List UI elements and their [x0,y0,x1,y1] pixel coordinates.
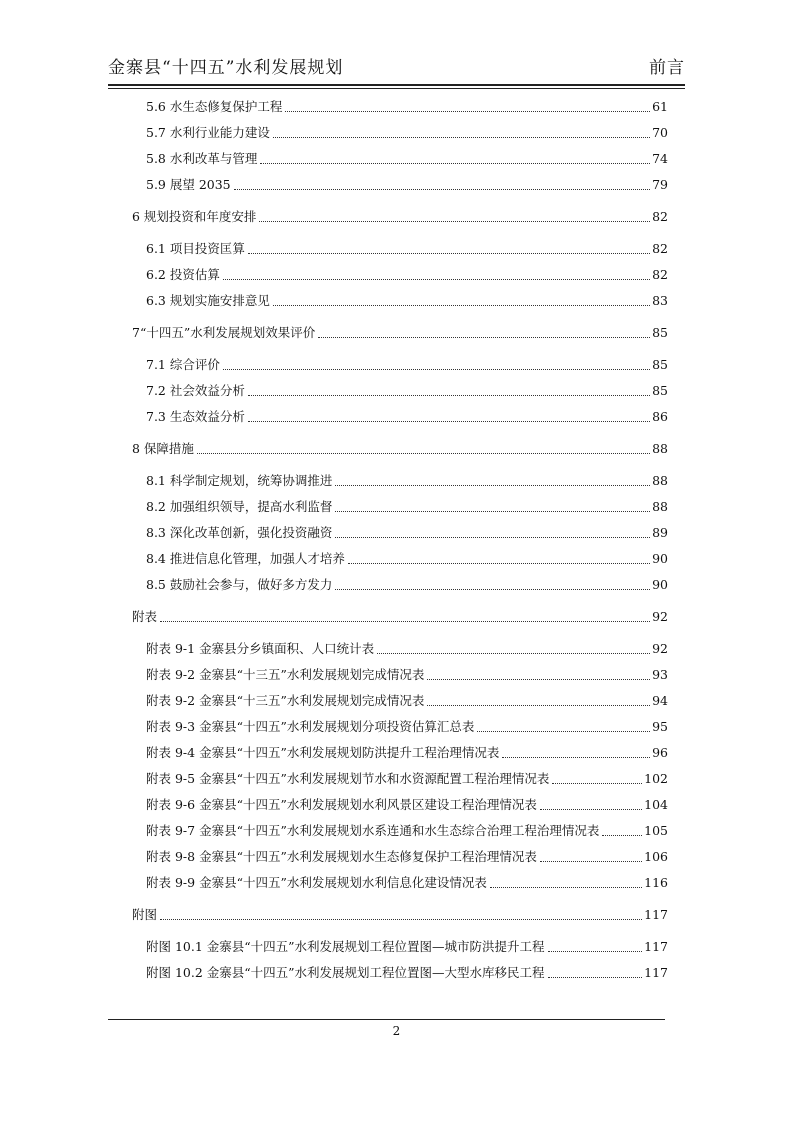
toc-leader-dots [273,136,650,138]
toc-entry[interactable] [132,823,668,839]
toc-entry-title: 附表 9-9 金寨县“十四五”水利发展规划水利信息化建设情况表 [146,875,487,890]
toc-entry-page: 93 [652,667,668,682]
toc-leader-dots [548,976,643,978]
toc-entry[interactable] [132,177,668,193]
toc-entry[interactable] [132,849,668,865]
toc-leader-dots [348,562,650,564]
toc-leader-dots [477,730,650,732]
toc-entry[interactable] [132,771,668,787]
toc-leader-dots [335,510,650,512]
toc-entry-title: 5.8 水利改革与管理 [146,151,258,166]
toc-entry-page: 89 [652,525,668,540]
toc-leader-dots [335,484,650,486]
toc-entry-page: 70 [652,125,668,140]
toc-entry-page: 92 [652,609,668,624]
toc-leader-dots [248,420,650,422]
toc-entry-page: 106 [644,849,668,864]
toc-entry-page: 85 [652,383,668,398]
toc-leader-dots [318,336,650,338]
toc-entry[interactable] [132,383,668,399]
toc-leader-dots [223,278,650,280]
toc-entry[interactable] [132,965,668,981]
toc-entry-title: 8.5 鼓励社会参与，做好多方发力 [146,577,333,592]
toc-entry[interactable] [132,409,668,425]
toc-entry[interactable] [132,577,668,593]
toc-entry-title: 附表 9-6 金寨县“十四五”水利发展规划水利风景区建设工程治理情况表 [146,797,537,812]
toc-entry[interactable] [132,525,668,541]
toc-entry[interactable] [132,325,668,341]
toc-entry-page: 88 [652,499,668,514]
toc-entry[interactable] [132,293,668,309]
toc-entry[interactable] [132,719,668,735]
toc-entry-title: 8.4 推进信息化管理，加强人才培养 [146,551,345,566]
toc-entry[interactable] [132,745,668,761]
toc-entry-title: 7.1 综合评价 [146,357,220,372]
toc-entry-page: 82 [652,209,668,224]
footer-rule [108,1019,665,1020]
toc-entry[interactable] [132,499,668,515]
toc-entry[interactable] [132,667,668,683]
toc-leader-dots [427,678,650,680]
toc-entry[interactable] [132,939,668,955]
toc-entry-title: 7“十四五”水利发展规划效果评价 [132,325,316,340]
toc-entry-title: 7.3 生态效益分析 [146,409,245,424]
toc-entry-title: 8.1 科学制定规划，统筹协调推进 [146,473,333,488]
toc-leader-dots [335,536,650,538]
toc-entry[interactable] [132,693,668,709]
toc-leader-dots [602,834,642,836]
toc-entry-page: 86 [652,409,668,424]
toc-entry-page: 96 [652,745,668,760]
toc-leader-dots [273,304,650,306]
toc-entry-page: 85 [652,357,668,372]
toc-leader-dots [160,918,642,920]
toc-leader-dots [223,368,650,370]
toc-entry-title: 5.9 展望 2035 [146,177,231,192]
toc-entry[interactable] [132,907,668,923]
toc-leader-dots [502,756,650,758]
toc-entry-title: 附图 10.2 金寨县“十四五”水利发展规划工程位置图—大型水库移民工程 [146,965,545,980]
toc-entry-page: 117 [644,965,668,980]
toc-entry-page: 95 [652,719,668,734]
toc-leader-dots [490,886,642,888]
toc-entry-title: 附表 9-1 金寨县分乡镇面积、人口统计表 [146,641,375,656]
toc-entry-title: 5.6 水生态修复保护工程 [146,99,283,114]
toc-entry-page: 83 [652,293,668,308]
toc-entry[interactable] [132,473,668,489]
toc-entry-title: 6.3 规划实施安排意见 [146,293,270,308]
toc-leader-dots [548,950,643,952]
toc-entry[interactable] [132,357,668,373]
toc-leader-dots [160,620,650,622]
toc-entry[interactable] [132,99,668,115]
toc-entry-title: 6.2 投资估算 [146,267,220,282]
toc-entry[interactable] [132,797,668,813]
page-number: 2 [392,1024,401,1038]
toc-entry-page: 117 [644,939,668,954]
toc-entry-title: 附表 9-7 金寨县“十四五”水利发展规划水系连通和水生态综合治理工程治理情况表 [146,823,600,838]
toc-leader-dots [260,162,650,164]
toc-entry[interactable] [132,875,668,891]
toc-entry[interactable] [132,641,668,657]
toc-entry-page: 61 [652,99,668,114]
toc-entry-title: 附表 [132,609,158,624]
toc-leader-dots [197,452,650,454]
toc-entry-page: 105 [644,823,668,838]
toc-leader-dots [552,782,642,784]
toc-entry-title: 附表 9-3 金寨县“十四五”水利发展规划分项投资估算汇总表 [146,719,475,734]
toc-entry-title: 附表 9-8 金寨县“十四五”水利发展规划水生态修复保护工程治理情况表 [146,849,537,864]
toc-entry[interactable] [132,267,668,283]
toc-entry-page: 88 [652,473,668,488]
toc-entry-page: 94 [652,693,668,708]
toc-entry-page: 82 [652,241,668,256]
toc-leader-dots [540,808,642,810]
document-title: 金寨县“十四五”水利发展规划 [108,58,344,78]
toc-entry-title: 6.1 项目投资匡算 [146,241,245,256]
toc-entry-page: 104 [644,797,668,812]
toc-entry-page: 88 [652,441,668,456]
toc-entry-page: 85 [652,325,668,340]
toc-entry-title: 8.2 加强组织领导，提高水利监督 [146,499,333,514]
toc-entry-page: 116 [644,875,668,890]
section-title: 前言 [649,58,685,78]
toc-leader-dots [248,394,650,396]
header-rule [108,84,685,86]
toc-leader-dots [248,252,650,254]
toc-entry[interactable] [132,125,668,141]
toc-entry-title: 附表 9-5 金寨县“十四五”水利发展规划节水和水资源配置工程治理情况表 [146,771,550,786]
toc-entry[interactable] [132,551,668,567]
toc-entry-title: 5.7 水利行业能力建设 [146,125,270,140]
toc-leader-dots [540,860,642,862]
toc-entry[interactable] [132,609,668,625]
toc-entry[interactable] [132,441,668,457]
toc-entry[interactable] [132,241,668,257]
toc-entry-title: 附表 9-2 金寨县“十三五”水利发展规划完成情况表 [146,667,425,682]
toc-entry[interactable] [132,209,668,225]
toc-entry-page: 90 [652,577,668,592]
toc-entry-title: 7.2 社会效益分析 [146,383,245,398]
page-header [108,54,685,82]
toc-leader-dots [377,652,650,654]
toc-entry-page: 79 [652,177,668,192]
toc-leader-dots [285,110,650,112]
toc-entry-title: 附表 9-4 金寨县“十四五”水利发展规划防洪提升工程治理情况表 [146,745,500,760]
toc-entry-title: 附图 [132,907,158,922]
toc-entry-title: 8.3 深化改革创新，强化投资融资 [146,525,333,540]
toc-entry-page: 74 [652,151,668,166]
toc-entry[interactable] [132,151,668,167]
toc-leader-dots [259,220,650,222]
toc-entry-title: 附图 10.1 金寨县“十四五”水利发展规划工程位置图—城市防洪提升工程 [146,939,545,954]
toc-entry-page: 90 [652,551,668,566]
toc-entry-title: 附表 9-2 金寨县“十三五”水利发展规划完成情况表 [146,693,425,708]
toc-leader-dots [427,704,650,706]
toc-entry-page: 82 [652,267,668,282]
toc-leader-dots [335,588,650,590]
toc-entry-title: 6 规划投资和年度安排 [132,209,257,224]
toc-leader-dots [234,188,650,190]
toc-entry-title: 8 保障措施 [132,441,194,456]
toc-entry-page: 117 [644,907,668,922]
toc-entry-page: 92 [652,641,668,656]
header-rule-thin [108,88,685,89]
toc-entry-page: 102 [644,771,668,786]
